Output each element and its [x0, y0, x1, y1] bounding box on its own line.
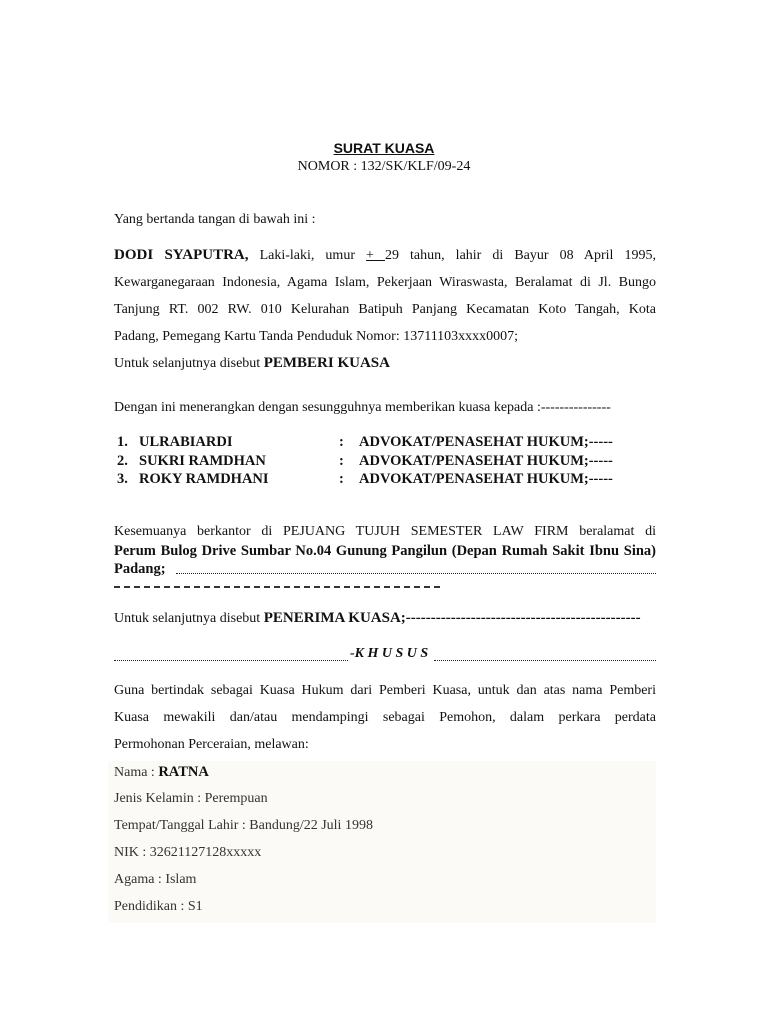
plus-minus-sign: + [366, 248, 385, 263]
attorney-colon: : [339, 434, 344, 450]
grantor-line-3: Tanjung RT. 002 RW. 010 Kelurahan Batipuh Panjang Kecamatan Koto Tangah, Kota [114, 302, 656, 317]
attorney-colon: : [339, 471, 344, 487]
penerima-kuasa-label: PENERIMA KUASA;----------------------------------------------- [263, 610, 641, 626]
document-number: NOMOR : 132/SK/KLF/09-24 [297, 159, 471, 174]
opponent-name-label: Nama : [114, 765, 159, 780]
grantor-line-1 [114, 242, 656, 269]
grantor-line-2: Kewarganegaraan Indonesia, Agama Islam, Pekerjaan Wiraswasta, Beralamat di Jl. Bungo [114, 275, 656, 290]
opponent-name: RATNA [158, 764, 209, 780]
pemberi-kuasa-label: PEMBERI KUASA [263, 355, 390, 371]
purpose-line-3: Permohonan Perceraian, melawan: [114, 737, 309, 752]
designation-prefix: Untuk selanjutnya disebut [114, 356, 264, 371]
dashed-rule [114, 586, 444, 588]
attorney-role: ADVOKAT/PENASEHAT HUKUM;----- [359, 434, 613, 450]
opponent-nik: NIK : 32621127128xxxxx [114, 845, 262, 860]
attorney-number: 3. [117, 471, 128, 487]
opponent-education: Pendidikan : S1 [114, 899, 203, 914]
attorney-list-item [117, 452, 677, 470]
grantor-line-1-tail: 29 tahun, lahir di Bayur 08 April 1995, [384, 248, 656, 263]
khusus-heading: -K H U S U S [350, 646, 429, 661]
attorney-role: ADVOKAT/PENASEHAT HUKUM;----- [359, 471, 613, 487]
grantor-designation [114, 350, 390, 377]
document-title: SURAT KUASA [333, 140, 435, 156]
recipient-designation [114, 605, 641, 632]
recipient-prefix: Untuk selanjutnya disebut [114, 611, 264, 626]
attorney-name: SUKRI RAMDHAN [139, 453, 266, 469]
dotted-rule-left [114, 660, 348, 661]
attorney-role: ADVOKAT/PENASEHAT HUKUM;----- [359, 453, 613, 469]
office-address: Perum Bulog Drive Sumbar No.04 Gunung Pangilun (Depan Rumah Sakit Ibnu Sina) [114, 543, 656, 559]
attorney-list-item [117, 433, 677, 451]
grantor-line-1-rest: Laki-laki, umur [248, 248, 367, 263]
opponent-gender: Jenis Kelamin : Perempuan [114, 791, 268, 806]
opponent-religion: Agama : Islam [114, 872, 197, 887]
office-line-1: Kesemuanya berkantor di PEJUANG TUJUH SEMESTER LAW FIRM beralamat di [114, 524, 656, 539]
dotted-rule-right [434, 660, 656, 661]
declaration-text: Dengan ini menerangkan dengan sesungguhnya memberikan kuasa kepada :--------------- [114, 400, 611, 415]
purpose-line-1: Guna bertindak sebagai Kuasa Hukum dari Pemberi Kuasa, untuk dan atas nama Pemberi [114, 683, 656, 698]
opponent-birth: Tempat/Tanggal Lahir : Bandung/22 Juli 1998 [114, 818, 373, 833]
attorney-name: ROKY RAMDHANI [139, 471, 269, 487]
attorney-colon: : [339, 453, 344, 469]
opponent-name-row [114, 763, 209, 782]
attorney-list-item [117, 470, 677, 488]
intro-text: Yang bertanda tangan di bawah ini : [114, 212, 316, 227]
dotted-rule [176, 573, 656, 574]
grantor-name: DODI SYAPUTRA, [114, 247, 249, 263]
purpose-line-2: Kuasa mewakili dan/atau mendampingi sebagai Pemohon, dalam perkara perdata [114, 710, 656, 725]
attorney-name: ULRABIARDI [139, 434, 233, 450]
office-city: Padang; [114, 561, 166, 577]
grantor-line-4: Padang, Pemegang Kartu Tanda Penduduk Nomor: 13711103xxxx0007; [114, 329, 519, 344]
attorney-number: 1. [117, 434, 128, 450]
attorney-number: 2. [117, 453, 128, 469]
